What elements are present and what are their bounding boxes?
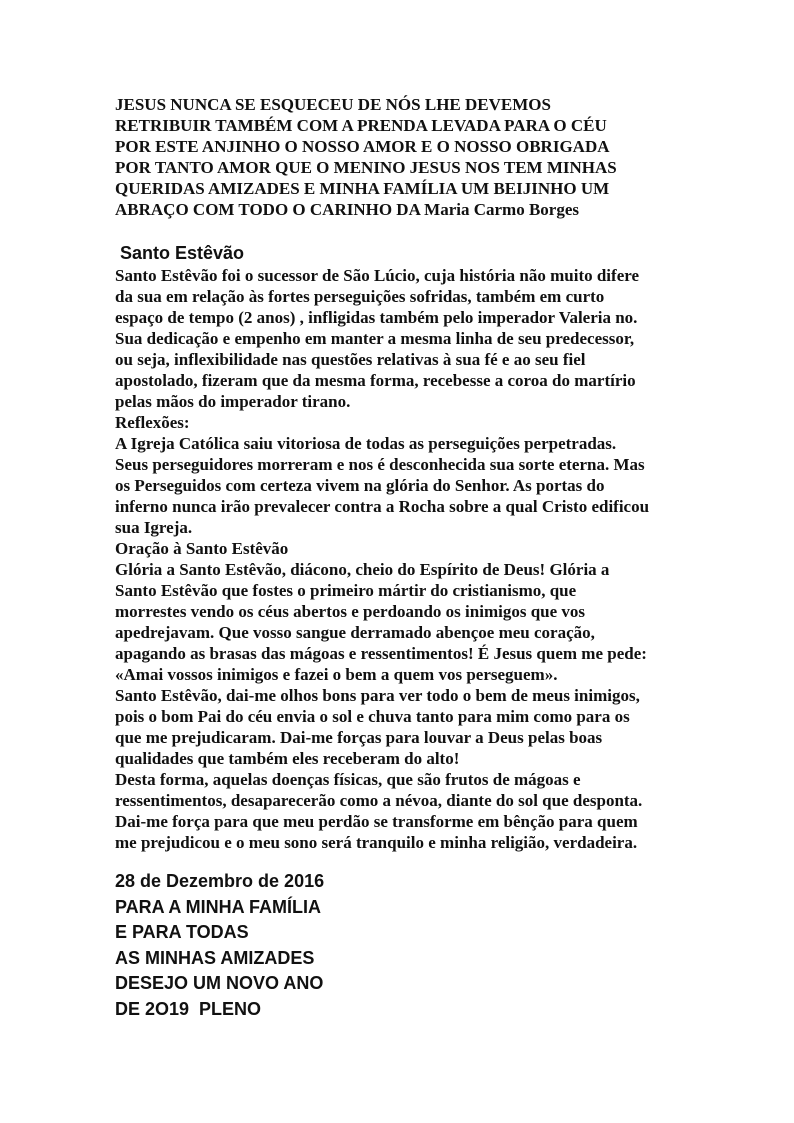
body-line: me prejudicou e o meu sono será tranquilo e minha religião, verdadeira. bbox=[115, 833, 638, 852]
body-line: Santo Estêvão foi o sucessor de São Lúcio, cuja história não muito difere bbox=[115, 266, 640, 285]
intro-line: POR TANTO AMOR QUE O MENINO JESUS NOS TEM MINHAS bbox=[115, 158, 617, 177]
section-title: Santo Estêvão bbox=[120, 243, 245, 263]
intro-line: JESUS NUNCA SE ESQUECEU DE NÓS LHE DEVEMOS bbox=[115, 95, 551, 114]
closing-line: AS MINHAS AMIZADES bbox=[115, 947, 315, 968]
body-line: sua Igreja. bbox=[115, 518, 193, 537]
body-line: os Perseguidos com certeza vivem na glória do Senhor. As portas do bbox=[115, 476, 605, 495]
body-line: ou seja, inflexibilidade nas questões relativas à sua fé e ao seu fiel bbox=[115, 350, 586, 369]
body-line: morrestes vendo os céus abertos e perdoando os inimigos que vos bbox=[115, 602, 586, 621]
intro-line: ABRAÇO COM TODO O CARINHO DA Maria Carmo Borges bbox=[115, 200, 580, 219]
body-line: Sua dedicação e empenho em manter a mesma linha de seu predecessor, bbox=[115, 329, 635, 348]
body-line: apedrejavam. Que vosso sangue derramado abençoe meu coração, bbox=[115, 623, 595, 642]
body-line: qualidades que também eles receberam do alto! bbox=[115, 749, 460, 768]
closing-line: E PARA TODAS bbox=[115, 922, 249, 942]
body-line: Santo Estêvão que fostes o primeiro mártir do cristianismo, que bbox=[115, 581, 577, 600]
body-line: pelas mãos do imperador tirano. bbox=[115, 392, 351, 411]
body-line: A Igreja Católica saiu vitoriosa de todas as perseguições perpetradas. bbox=[115, 434, 617, 453]
body-line: Dai-me força para que meu perdão se transforme em bênção para quem bbox=[115, 812, 638, 831]
intro-line: POR ESTE ANJINHO O NOSSO AMOR E O NOSSO OBRIGADA bbox=[115, 137, 610, 156]
body-line: Desta forma, aquelas doenças físicas, que são frutos de mágoas e bbox=[115, 770, 581, 789]
body-line: da sua em relação às fortes perseguições sofridas, também em curto bbox=[115, 287, 605, 306]
intro-line: QUERIDAS AMIZADES E MINHA FAMÍLIA UM BEIJINHO UM bbox=[115, 179, 610, 198]
closing-line: PARA A MINHA FAMÍLIA bbox=[115, 896, 321, 917]
body-line: «Amai vossos inimigos e fazei o bem a quem vos perseguem». bbox=[115, 665, 558, 684]
body-line: que me prejudicaram. Dai-me forças para louvar a Deus pelas boas bbox=[115, 728, 603, 747]
intro-line: RETRIBUIR TAMBÉM COM A PRENDA LEVADA PARA O CÉU bbox=[115, 116, 607, 135]
closing-message bbox=[115, 869, 324, 1022]
section-body bbox=[115, 265, 695, 853]
body-line: espaço de tempo (2 anos) , infligidas também pelo imperador Valeria no. bbox=[115, 308, 638, 327]
body-line: apagando as brasas das mágoas e ressentimentos! É Jesus quem me pede: bbox=[115, 644, 647, 663]
closing-line: DE 2O19 PLENO bbox=[115, 998, 262, 1019]
closing-date: 28 de Dezembro de 2016 bbox=[115, 871, 325, 891]
body-line: inferno nunca irão prevalecer contra a Rocha sobre a qual Cristo edificou bbox=[115, 497, 650, 516]
body-line: Reflexões: bbox=[115, 413, 190, 432]
body-line: Seus perseguidores morreram e nos é desconhecida sua sorte eterna. Mas bbox=[115, 455, 645, 474]
intro-paragraph bbox=[115, 94, 695, 220]
body-line: ressentimentos, desaparecerão como a névoa, diante do sol que desponta. bbox=[115, 791, 643, 810]
body-line: Glória a Santo Estêvão, diácono, cheio do Espírito de Deus! Glória a bbox=[115, 560, 610, 579]
body-line: pois o bom Pai do céu envia o sol e chuva tanto para mim como para os bbox=[115, 707, 630, 726]
body-line: apostolado, fizeram que da mesma forma, recebesse a coroa do martírio bbox=[115, 371, 636, 390]
body-line: Santo Estêvão, dai-me olhos bons para ver todo o bem de meus inimigos, bbox=[115, 686, 640, 705]
closing-line: DESEJO UM NOVO ANO bbox=[115, 973, 324, 993]
body-line: Oração à Santo Estêvão bbox=[115, 539, 289, 558]
